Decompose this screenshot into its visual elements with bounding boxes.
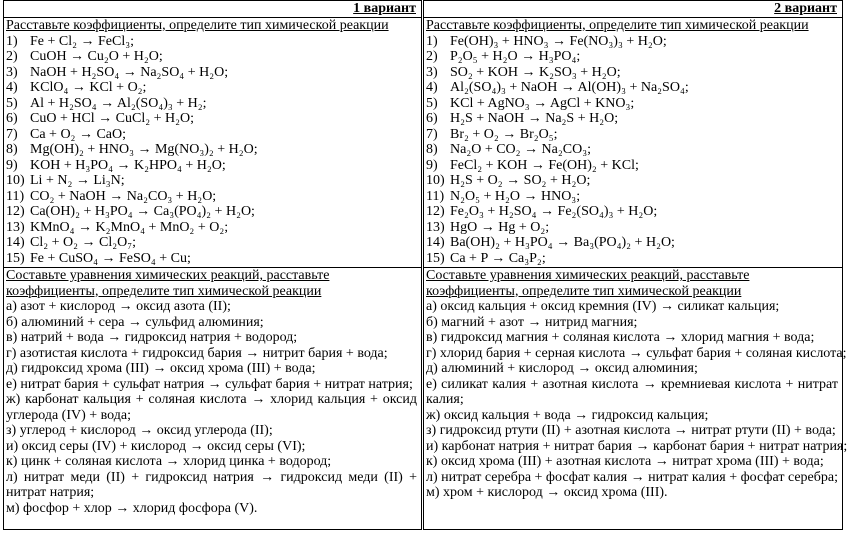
word-equation-item: л) нитрат меди (II) + гидроксид натрия → гидроксид меди (II) + нитрат натрия;	[6, 469, 417, 500]
word-equation-item: д) гидроксид хрома (III) → оксид хрома (III) + вода;	[6, 361, 316, 376]
word-equation-item: м) фосфор + хлор → хлорид фосфора (V).	[6, 500, 258, 516]
equation-item: 13) HgO → Hg + O₂;	[426, 219, 550, 235]
word-equation-item: з) углерод + кислород → оксид углерода (II);	[6, 423, 273, 438]
word-equation-item: к) цинк + соляная кислота → хлорид цинка + водород;	[6, 454, 332, 469]
equation-item: 3) SO₂ + KOH → K₂SO₃ + H₂O;	[426, 64, 621, 80]
equation-item: 14) Ba(OH)₂ + H₃PO₄ → Ba₃(PO₄)₂ + H₂O;	[426, 235, 675, 250]
equation-item: 11) CO₂ + NaOH → Na₂CO₃ + H₂O;	[6, 188, 217, 204]
equation-item: 8) Na₂O + CO₂ → Na₂CO₃;	[426, 142, 591, 157]
variant-2-column	[423, 0, 847, 530]
equation-item: 10) H₂S + O₂ → SO₂ + H₂O;	[426, 173, 591, 188]
equation-item: 1) Fe + Cl₂ → FeCl₃;	[6, 33, 135, 49]
task-1-title: Расставьте коэффициенты, определите тип химической реакции	[426, 18, 809, 33]
word-equation-list	[4, 299, 421, 516]
equation-item: 6) H₂S + NaOH → Na₂S + H₂O;	[426, 111, 619, 126]
word-equation-item: е) силикат калия + азотная кислота → кремниевая кислота + нитрат калия;	[426, 376, 838, 407]
word-equation-item: д) алюминий + кислород → оксид алюминия;	[426, 361, 698, 376]
equation-item: 4) Al₂(SO₄)₃ + NaOH → Al(OH)₃ + Na₂SO₄;	[426, 80, 689, 95]
word-equation-item: а) оксид кальция + оксид кремния (IV) → силикат кальция;	[426, 299, 780, 314]
equation-item: 7) Br₂ + O₂ → Br₂O₅;	[426, 126, 558, 142]
equation-item: 3) NaOH + H₂SO₄ → Na₂SO₄ + H₂O;	[6, 64, 229, 80]
equation-item: 15) Fe + CuSO₄ → FeSO₄ + Cu;	[6, 250, 191, 266]
equation-item: 11) N₂O₅ + H₂O → HNO₃;	[426, 188, 581, 204]
equation-list	[4, 34, 421, 267]
task-2-title: Составьте уравнения химических реакций, расставьте коэффициенты, определите тип химической реакции	[426, 268, 750, 299]
equation-item: 12) Ca(OH)₂ + H₃PO₄ → Ca₃(PO₄)₂ + H₂O;	[6, 204, 255, 219]
task-2-title: Составьте уравнения химических реакций, расставьте коэффициенты, определите тип химической реакции	[6, 268, 330, 299]
equation-item: 10) Li + N₂ → Li₃N;	[6, 173, 125, 188]
variant-1-column	[3, 0, 422, 530]
equation-item: 14) Cl₂ + O₂ → Cl₂O₇;	[6, 235, 136, 250]
equation-item: 1) Fe(OH)₃ + HNO₃ → Fe(NO₃)₃ + H₂O;	[426, 33, 667, 49]
equation-item: 5) KCl + AgNO₃ → AgCl + KNO₃;	[426, 95, 635, 111]
equation-item: 9) KOH + H₃PO₄ → K₂HPO₄ + H₂O;	[6, 157, 226, 173]
word-equation-item: г) хлорид бария + серная кислота → сульфат бария + соляная кислота;	[426, 345, 847, 361]
word-equation-item: е) нитрат бария + сульфат натрия → сульфат бария + нитрат натрия;	[6, 376, 413, 392]
word-equation-item: г) азотистая кислота + гидроксид бария → нитрит бария + вода;	[6, 345, 388, 361]
word-equation-item: ж) оксид кальция + вода → гидроксид кальция;	[426, 407, 709, 423]
equation-item: 5) Al + H₂SO₄ → Al₂(SO₄)₃ + H₂;	[6, 95, 207, 111]
word-equation-item: в) гидроксид магния + соляная кислота → хлорид магния + вода;	[426, 330, 815, 345]
equation-item: 12) Fe₂O₃ + H₂SO₄ → Fe₂(SO₄)₃ + H₂O;	[426, 204, 658, 219]
equation-item: 7) Ca + O₂ → CaO;	[6, 126, 126, 142]
word-equation-item: в) натрий + вода → гидроксид натрия + водород;	[6, 330, 298, 345]
equation-list	[424, 34, 842, 267]
variant-1-header: 1 вариант	[4, 1, 421, 18]
word-equation-item: б) алюминий + сера → сульфид алюминия;	[6, 314, 264, 330]
word-equation-item: л) нитрат серебра + фосфат калия → нитрат калия + фосфат серебра;	[426, 469, 838, 485]
word-equation-item: м) хром + кислород → оксид хрома (III).	[426, 485, 668, 500]
word-equation-list	[424, 299, 847, 501]
task-1-title: Расставьте коэффициенты, определите тип химической реакции	[6, 18, 389, 33]
equation-item: 6) CuO + HCl → CuCl₂ + H₂O;	[6, 111, 195, 126]
word-equation-item: а) азот + кислород → оксид азота (II);	[6, 299, 231, 314]
variant-2-header: 2 вариант	[424, 1, 842, 18]
equation-item: 2) CuOH → Cu₂O + H₂O;	[6, 49, 163, 64]
equation-item: 13) KMnO₄ → K₂MnO₄ + MnO₂ + O₂;	[6, 219, 229, 235]
word-equation-item: ж) карбонат кальция + соляная кислота → хлорид кальция + оксид углерода (IV) + вода;	[6, 392, 417, 423]
equation-item: 9) FeCl₂ + KOH → Fe(OH)₂ + KCl;	[426, 157, 639, 173]
word-equation-item: и) оксид серы (IV) + кислород → оксид серы (VI);	[6, 438, 306, 454]
word-equation-item: б) магний + азот → нитрид магния;	[426, 314, 638, 330]
equation-item: 15) Ca + P → Ca₃P₂;	[426, 250, 546, 266]
word-equation-item: к) оксид хрома (III) + азотная кислота → нитрат хрома (III) + вода;	[426, 454, 824, 469]
equation-item: 4) KClO₄ → KCl + O₂;	[6, 80, 147, 95]
word-equation-item: з) гидроксид ртути (II) + азотная кислота → нитрат ртути (II) + вода;	[426, 423, 836, 438]
equation-item: 8) Mg(OH)₂ + HNO₃ → Mg(NO₃)₂ + H₂O;	[6, 142, 258, 157]
word-equation-item: и) карбонат натрия + нитрат бария → карбонат бария + нитрат натрия;	[426, 438, 847, 454]
equation-item: 2) P₂O₅ + H₂O → H₃PO₄;	[426, 49, 581, 64]
